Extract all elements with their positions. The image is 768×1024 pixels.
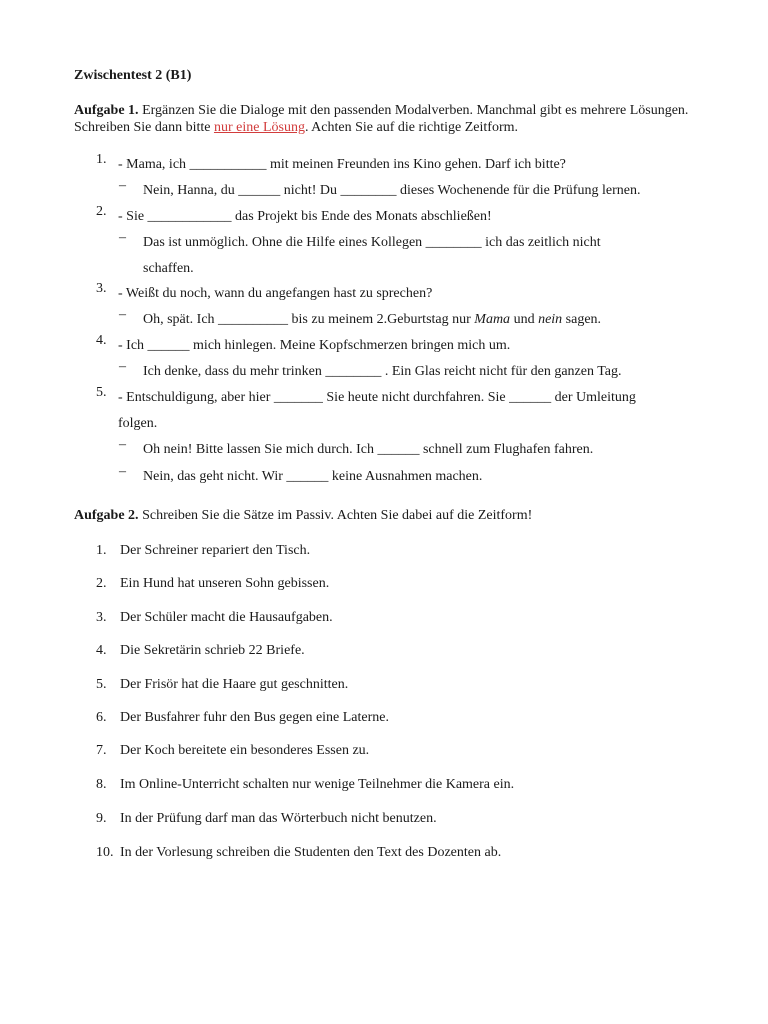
task1-instruction-a: Ergänzen Sie die Dialoge mit den passenden Modalverben. Manchmal gibt es mehrere Lösungen. Schreiben Sie dann bitte [74, 103, 689, 135]
item-number: 10. [96, 845, 114, 860]
item-number: 5. [96, 385, 107, 400]
italic-word: nein [538, 312, 563, 327]
sentence: In der Vorlesung schreiben die Studenten den Text des Dozenten ab. [120, 845, 502, 860]
sentence: Im Online-Unterricht schalten nur wenige Teilnehmer die Kamera ein. [120, 777, 515, 792]
dialog-question: - Entschuldigung, aber hier _______ Sie heute nicht durchfahren. Sie ______ der Umleitung [118, 390, 636, 405]
dialog-answer: Oh nein! Bitte lassen Sie mich durch. Ich ______ schnell zum Flughafen fahren. [143, 442, 594, 457]
dialog-question-continued: folgen. [118, 416, 158, 431]
dash: – [119, 437, 126, 452]
sentence: Der Schreiner repariert den Tisch. [120, 543, 311, 558]
answer-text: und [510, 312, 539, 327]
task1-label: Aufgabe 1. [74, 103, 139, 118]
item-number: 9. [96, 811, 107, 826]
task2-instruction-text: Schreiben Sie die Sätze im Passiv. Achten Sie dabei auf die Zeitform! [138, 508, 533, 523]
dialog-answer: Ich denke, dass du mehr trinken ________ . Ein Glas reicht nicht für den ganzen Tag. [143, 364, 622, 379]
dialog-answer-continued: schaffen. [143, 261, 194, 276]
item-number: 3. [96, 281, 107, 296]
item-number: 3. [96, 610, 107, 625]
dialog-answer: Nein, Hanna, du ______ nicht! Du ________ dieses Wochenende für die Prüfung lernen. [143, 183, 641, 198]
item-number: 8. [96, 777, 107, 792]
item-number: 1. [96, 543, 107, 558]
dash: – [119, 230, 126, 245]
answer-text: sagen. [562, 312, 602, 327]
dash: – [119, 178, 126, 193]
dash: – [119, 307, 126, 322]
item-number: 2. [96, 204, 107, 219]
dash: – [119, 464, 126, 479]
sentence: Der Frisör hat die Haare gut geschnitten. [120, 677, 349, 692]
item-number: 6. [96, 710, 107, 725]
item-number: 2. [96, 576, 107, 591]
item-number: 5. [96, 677, 107, 692]
task1-instruction-b: . Achten Sie auf die richtige Zeitform. [304, 120, 518, 135]
sentence: Ein Hund hat unseren Sohn gebissen. [120, 576, 330, 591]
item-number: 4. [96, 333, 107, 348]
dialog-answer: Das ist unmöglich. Ohne die Hilfe eines Kollegen ________ ich das zeitlich nicht [143, 235, 601, 250]
item-number: 7. [96, 743, 107, 758]
task1-highlight: nur eine Lösung [213, 120, 305, 135]
sentence: Der Koch bereitete ein besonderes Essen zu. [120, 743, 370, 758]
dialog-question: - Mama, ich ___________ mit meinen Freunden ins Kino gehen. Darf ich bitte? [118, 157, 566, 172]
sentence: In der Prüfung darf man das Wörterbuch nicht benutzen. [120, 811, 437, 826]
task1-instruction [74, 102, 714, 136]
page-title: Zwischentest 2 (B1) [74, 68, 192, 83]
dialog-question: - Weißt du noch, wann du angefangen hast zu sprechen? [118, 286, 433, 301]
task2-instruction [74, 508, 714, 524]
item-number: 4. [96, 643, 107, 658]
answer-text: Oh, spät. Ich __________ bis zu meinem 2.Geburtstag nur [143, 312, 475, 327]
dialog-answer: Nein, das geht nicht. Wir ______ keine Ausnahmen machen. [143, 469, 483, 484]
dash: – [119, 359, 126, 374]
item-number: 1. [96, 152, 107, 167]
dialog-question: - Ich ______ mich hinlegen. Meine Kopfschmerzen bringen mich um. [118, 338, 511, 353]
sentence: Die Sekretärin schrieb 22 Briefe. [120, 643, 305, 658]
task2-label: Aufgabe 2. [74, 508, 139, 523]
dialog-answer [143, 307, 699, 333]
sentence: Der Schüler macht die Hausaufgaben. [120, 610, 333, 625]
italic-word: Mama [474, 312, 511, 327]
dialog-question: - Sie ____________ das Projekt bis Ende des Monats abschließen! [118, 209, 492, 224]
sentence: Der Busfahrer fuhr den Bus gegen eine Laterne. [120, 710, 390, 725]
